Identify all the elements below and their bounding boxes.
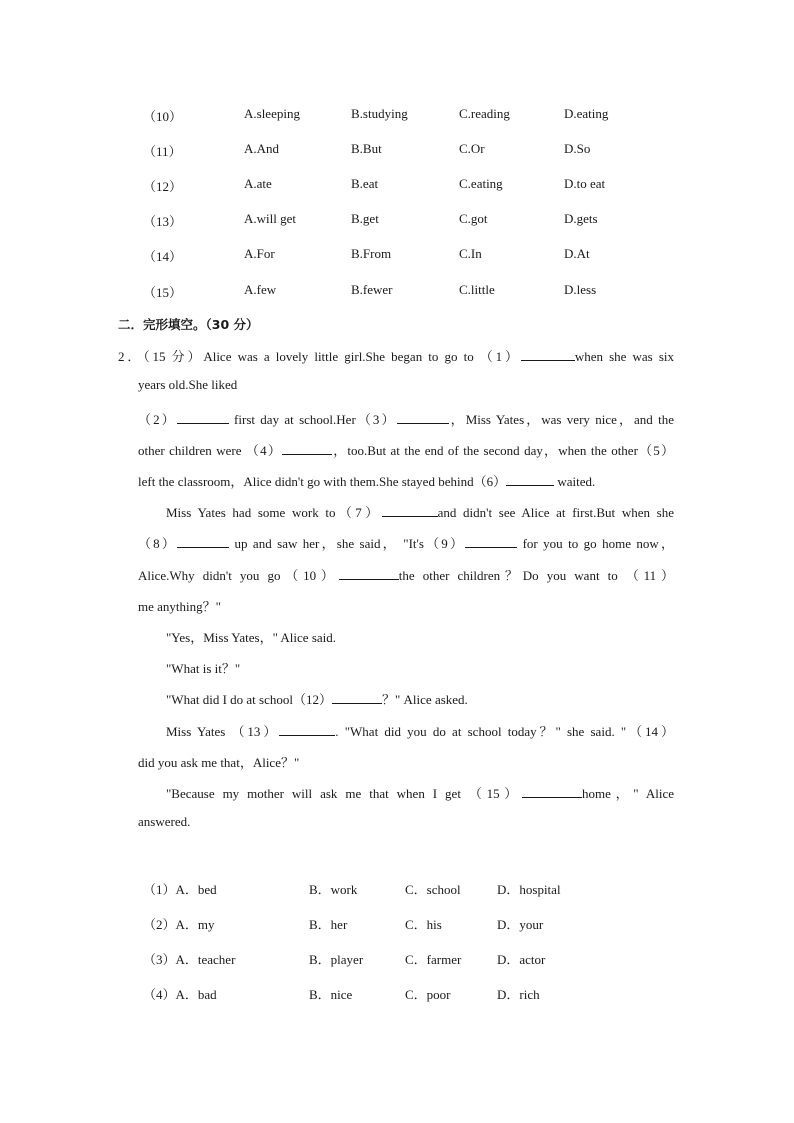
passage-text: ，Miss Yates，was very nice，and the: [448, 412, 674, 427]
blank-1[interactable]: [521, 348, 575, 361]
option-c: C.reading: [459, 106, 510, 121]
option-a: A.sleeping: [244, 106, 300, 121]
option-row-13: [0, 211, 794, 231]
option-b: B．player: [309, 952, 364, 967]
option-c: C．farmer: [405, 952, 462, 967]
blank-12[interactable]: [332, 691, 382, 704]
passage-line: [138, 440, 674, 459]
option-c: C．poor: [405, 987, 451, 1002]
option-a: A.For: [244, 246, 275, 261]
option-c: C.eating: [459, 176, 503, 191]
passage-text: ？" Alice asked.: [381, 692, 468, 707]
option-d: D.gets: [564, 211, 598, 226]
option-row-3: [0, 949, 794, 969]
option-row-11: [0, 141, 794, 161]
option-c: C.little: [459, 282, 495, 297]
passage-line: [166, 783, 674, 802]
option-b: B.get: [351, 211, 379, 226]
option-a: （3）A．teacher: [143, 952, 236, 967]
passage-line: "Yes，Miss Yates，" Alice said.: [166, 630, 337, 645]
blank-9[interactable]: [465, 535, 517, 548]
option-b: B.fewer: [351, 282, 393, 297]
option-a: （2）A．my: [143, 917, 215, 932]
passage-text: （8）: [138, 536, 178, 551]
blank-3[interactable]: [397, 411, 449, 424]
option-a: （4）A．bad: [143, 987, 217, 1002]
option-row-1: [0, 879, 794, 899]
option-a: A.ate: [244, 176, 272, 191]
passage-text: "What did I do at school（12）: [166, 692, 332, 707]
option-a: A.And: [244, 141, 280, 156]
option-c: C．school: [405, 882, 461, 897]
option-d: D.eating: [564, 106, 609, 121]
option-row-4: [0, 984, 794, 1004]
option-c: C.Or: [459, 141, 485, 156]
option-a: （1）A．bed: [143, 882, 217, 897]
option-d: D．hospital: [497, 882, 561, 897]
passage-text: Alice.Why didn't you go（10）: [138, 568, 339, 583]
option-row-14: [0, 246, 794, 266]
option-c: C.got: [459, 211, 488, 226]
option-c: C．his: [405, 917, 442, 932]
blank-13[interactable]: [279, 723, 335, 736]
option-d: D．actor: [497, 952, 546, 967]
option-row-15: [0, 282, 794, 302]
blank-10[interactable]: [339, 567, 399, 580]
passage-line: [118, 346, 674, 365]
passage-line: years old.She liked: [138, 377, 238, 392]
passage-text: "Because my mother will ask me that when I get （15）: [166, 786, 523, 801]
passage-text: the other children？Do you want to （11）: [398, 568, 674, 583]
passage-text: Miss Yates had some work to（7）: [166, 505, 382, 520]
passage-text: （2）: [138, 412, 177, 427]
passage-line: me anything？": [138, 599, 221, 614]
passage-text: other children were （4）: [138, 443, 283, 458]
question-number: （11）: [143, 144, 182, 159]
passage-text: and didn't see Alice at first.But when she: [437, 505, 674, 520]
option-d: D．your: [497, 917, 544, 932]
passage-line: [166, 689, 468, 708]
passage-line: [166, 721, 674, 740]
blank-4[interactable]: [282, 442, 332, 455]
option-b: B．nice: [309, 987, 353, 1002]
question-number: （14）: [143, 249, 183, 264]
question-number: （10）: [143, 109, 183, 124]
option-b: B.But: [351, 141, 382, 156]
passage-line: "What is it？": [166, 661, 241, 676]
passage-text: . "What did you do at school today？" she said. "（14）: [335, 724, 674, 739]
passage-line: answered.: [138, 814, 191, 829]
passage-text: for you to go home now，: [522, 536, 674, 551]
option-b: B.From: [351, 246, 392, 261]
blank-7[interactable]: [382, 504, 438, 517]
option-d: D.to eat: [564, 176, 606, 191]
blank-6[interactable]: [506, 473, 554, 486]
passage-text: up and saw her，she said， "It's（9）: [234, 536, 466, 551]
passage-text: waited.: [557, 474, 596, 489]
option-row-12: [0, 176, 794, 196]
section-title: 二．完形填空。（30 分）: [118, 317, 259, 332]
passage-text: when she was six: [574, 349, 674, 364]
question-number: （12）: [143, 179, 183, 194]
option-b: B.studying: [351, 106, 408, 121]
option-b: B．her: [309, 917, 348, 932]
question-number: （15）: [143, 285, 183, 300]
option-b: B．work: [309, 882, 358, 897]
passage-line: [138, 409, 674, 428]
option-d: D.So: [564, 141, 591, 156]
option-d: D.At: [564, 246, 590, 261]
question-number: （13）: [143, 214, 183, 229]
passage-text: home，" Alice: [582, 786, 675, 801]
option-row-10: [0, 106, 794, 126]
option-row-2: [0, 914, 794, 934]
passage-line: [166, 502, 674, 521]
passage-text: first day at school.Her（3）: [234, 412, 397, 427]
blank-15[interactable]: [522, 785, 582, 798]
option-a: A.will get: [244, 211, 296, 226]
passage-text: ，too.But at the end of the second day，when the other（5）: [332, 443, 675, 458]
option-b: B.eat: [351, 176, 379, 191]
option-d: D．rich: [497, 987, 540, 1002]
passage-text: Miss Yates （13）: [166, 724, 280, 739]
blank-8[interactable]: [177, 535, 229, 548]
passage-line: [138, 565, 674, 584]
option-a: A.few: [244, 282, 277, 297]
passage-line: [138, 533, 674, 552]
passage-line: did you ask me that，Alice？": [138, 755, 300, 770]
passage-text: 2．（15 分）Alice was a lovely little girl.She began to go to （1）: [118, 349, 521, 364]
option-d: D.less: [564, 282, 597, 297]
passage-line: [138, 471, 595, 490]
blank-2[interactable]: [177, 411, 229, 424]
option-c: C.In: [459, 246, 482, 261]
passage-text: left the classroom，Alice didn't go with them.She stayed behind（6）: [138, 474, 507, 489]
